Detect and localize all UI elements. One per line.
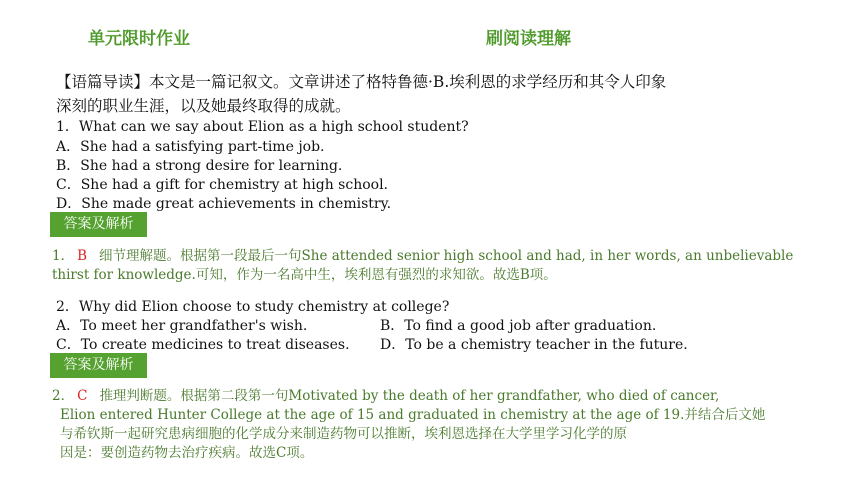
q2-option-c: C．To create medicines to treat diseases. — [56, 337, 350, 353]
answer-badge-1[interactable]: 答案及解析 — [50, 212, 147, 237]
intro-line-1: 【语篇导读】本文是一篇记叙文。文章讲述了格特鲁德·B.埃利恩的求学经历和其令人印象 — [56, 73, 667, 91]
q1-answer-letter: B — [77, 248, 88, 264]
q1-stem: 1．What can we say about Elion as a high school student? — [56, 119, 469, 135]
q2-explain-4: 因是：要创造药物去治疗疾病。故选C项。 — [60, 445, 314, 461]
q2-answer-line-1 — [52, 384, 719, 404]
q2-option-a: A．To meet her grandfather's wish. — [56, 318, 308, 334]
q2-stem: 2．Why did Elion choose to study chemistry at college? — [56, 299, 450, 315]
q2-option-b: B．To find a good job after graduation. — [380, 318, 657, 334]
q2-answer-letter: C — [77, 388, 88, 404]
q2-explain-2: Elion entered Hunter College at the age of 15 and graduated in chemistry at the age of 19.并结合后文她 — [60, 407, 766, 423]
answer-badge-2[interactable]: 答案及解析 — [50, 353, 147, 378]
q1-option-c: C．She had a gift for chemistry at high school. — [56, 177, 389, 193]
q1-explain-2: thirst for knowledge.可知，作为一名高中生，埃利恩有强烈的求知欲。故选B项。 — [52, 267, 557, 283]
q1-option-d: D．She made great achievements in chemistry. — [56, 196, 392, 212]
q1-option-b: B．She had a strong desire for learning. — [56, 158, 343, 174]
q1-answer-number: 1． — [52, 248, 75, 264]
q2-answer-number: 2． — [52, 388, 75, 404]
section-title: 刷阅读理解 — [486, 29, 571, 49]
q2-option-d: D．To be a chemistry teacher in the future. — [380, 337, 688, 353]
q2-explain-3: 与希钦斯一起研究患病细胞的化学成分来制造药物可以推断，埃利恩选择在大学里学习化学的原 — [60, 426, 627, 442]
unit-title: 单元限时作业 — [88, 29, 190, 49]
q1-option-a: A．She had a satisfying part-time job. — [56, 139, 325, 155]
q2-explain-1: 推理判断题。根据第二段第一句Motivated by the death of her grandfather, who died of cancer, — [99, 388, 720, 404]
q1-answer-line-1 — [52, 244, 793, 264]
intro-line-2: 深刻的职业生涯，以及她最终取得的成就。 — [56, 97, 351, 115]
q1-explain-1: 细节理解题。根据第一段最后一句She attended senior high school and had, in her words, an unbelievable — [99, 248, 794, 264]
